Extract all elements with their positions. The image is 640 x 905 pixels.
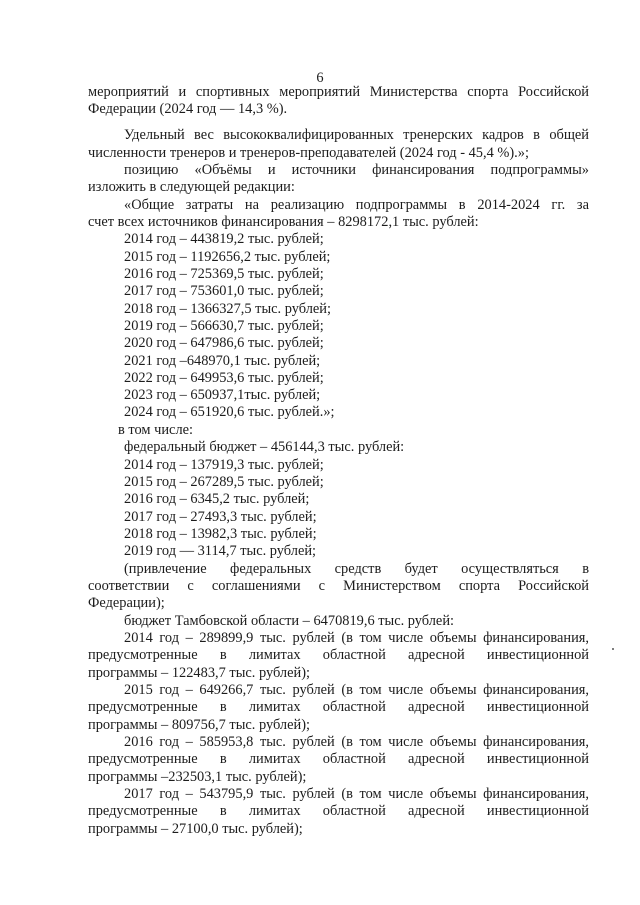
total-year-2022: 2022 год – 649953,6 тыс. рублей; <box>124 370 324 386</box>
federal-year-2019: 2019 год — 3114,7 тыс. рублей; <box>124 543 317 559</box>
federal-year-2015: 2015 год – 267289,5 тыс. рублей; <box>124 474 324 490</box>
total-year-2014: 2014 год – 443819,2 тыс. рублей; <box>124 231 324 247</box>
regional-2016-line-3: программы –232503,1 тыс. рублей); <box>88 769 307 785</box>
total-year-2020: 2020 год – 647986,6 тыс. рублей; <box>124 335 324 351</box>
page-number: 6 <box>316 70 324 86</box>
regional-2014-line-3: программы – 122483,7 тыс. рублей); <box>88 665 310 681</box>
total-year-2023: 2023 год – 650937,1тыс. рублей; <box>124 387 321 403</box>
total-year-2021: 2021 год –648970,1 тыс. рублей; <box>124 353 321 369</box>
total-year-2019: 2019 год – 566630,7 тыс. рублей; <box>124 318 324 334</box>
regional-2017-line-2: предусмотренные в лимитах областной адресной инвестиционной <box>88 803 589 819</box>
total-year-2024: 2024 год – 651920,6 тыс. рублей.»; <box>124 404 335 420</box>
regional-budget-title: бюджет Тамбовской области – 6470819,6 тыс. рублей: <box>124 613 455 629</box>
total-year-2015: 2015 год – 1192656,2 тыс. рублей; <box>124 249 331 265</box>
regional-2015-line-2: предусмотренные в лимитах областной адресной инвестиционной <box>88 699 589 715</box>
intro-line-3: Удельный вес высококвалифицированных тренерских кадров в общей <box>124 127 589 143</box>
total-year-2017: 2017 год – 753601,0 тыс. рублей; <box>124 283 324 299</box>
federal-budget-title: федеральный бюджет – 456144,3 тыс. рублей: <box>124 439 405 455</box>
federal-year-2018: 2018 год – 13982,3 тыс. рублей; <box>124 526 317 542</box>
regional-2014-line-2: предусмотренные в лимитах областной адресной инвестиционной <box>88 647 589 663</box>
regional-2017-line-3: программы – 27100,0 тыс. рублей); <box>88 821 303 837</box>
intro-line-1: мероприятий и спортивных мероприятий Министерства спорта Российской <box>88 84 589 100</box>
regional-2016-line-1: 2016 год – 585953,8 тыс. рублей (в том числе объемы финансирования, <box>124 734 589 750</box>
intro-line-6: изложить в следующей редакции: <box>88 179 295 195</box>
intro-line-2: Федерации (2024 год — 14,3 %). <box>88 101 288 117</box>
regional-2014-line-1: 2014 год – 289899,9 тыс. рублей (в том числе объемы финансирования, <box>124 630 589 646</box>
federal-year-2016: 2016 год – 6345,2 тыс. рублей; <box>124 491 310 507</box>
regional-2015-line-3: программы – 809756,7 тыс. рублей); <box>88 717 310 733</box>
intro-line-5: позицию «Объёмы и источники финансирования подпрограммы» <box>124 162 589 178</box>
federal-year-2014: 2014 год – 137919,3 тыс. рублей; <box>124 457 324 473</box>
federal-year-2017: 2017 год – 27493,3 тыс. рублей; <box>124 509 317 525</box>
total-year-2016: 2016 год – 725369,5 тыс. рублей; <box>124 266 324 282</box>
regional-2015-line-1: 2015 год – 649266,7 тыс. рублей (в том числе объемы финансирования, <box>124 682 589 698</box>
intro-line-4: численности тренеров и тренеров-преподавателей (2024 год - 45,4 %).»; <box>88 145 529 161</box>
including-label: в том числе: <box>118 422 194 438</box>
scan-speck <box>612 648 614 650</box>
federal-note-line-2: соответствии с соглашениями с Министерством спорта Российской <box>88 578 589 594</box>
intro-line-7: «Общие затраты на реализацию подпрограммы в 2014-2024 гг. за <box>124 197 589 213</box>
federal-note-line-1: (привлечение федеральных средств будет осуществляться в <box>124 561 589 577</box>
intro-line-8: счет всех источников финансирования – 8298172,1 тыс. рублей: <box>88 214 479 230</box>
federal-note-line-3: Федерации); <box>88 595 165 611</box>
total-year-2018: 2018 год – 1366327,5 тыс. рублей; <box>124 301 331 317</box>
regional-2016-line-2: предусмотренные в лимитах областной адресной инвестиционной <box>88 751 589 767</box>
regional-2017-line-1: 2017 год – 543795,9 тыс. рублей (в том числе объемы финансирования, <box>124 786 589 802</box>
